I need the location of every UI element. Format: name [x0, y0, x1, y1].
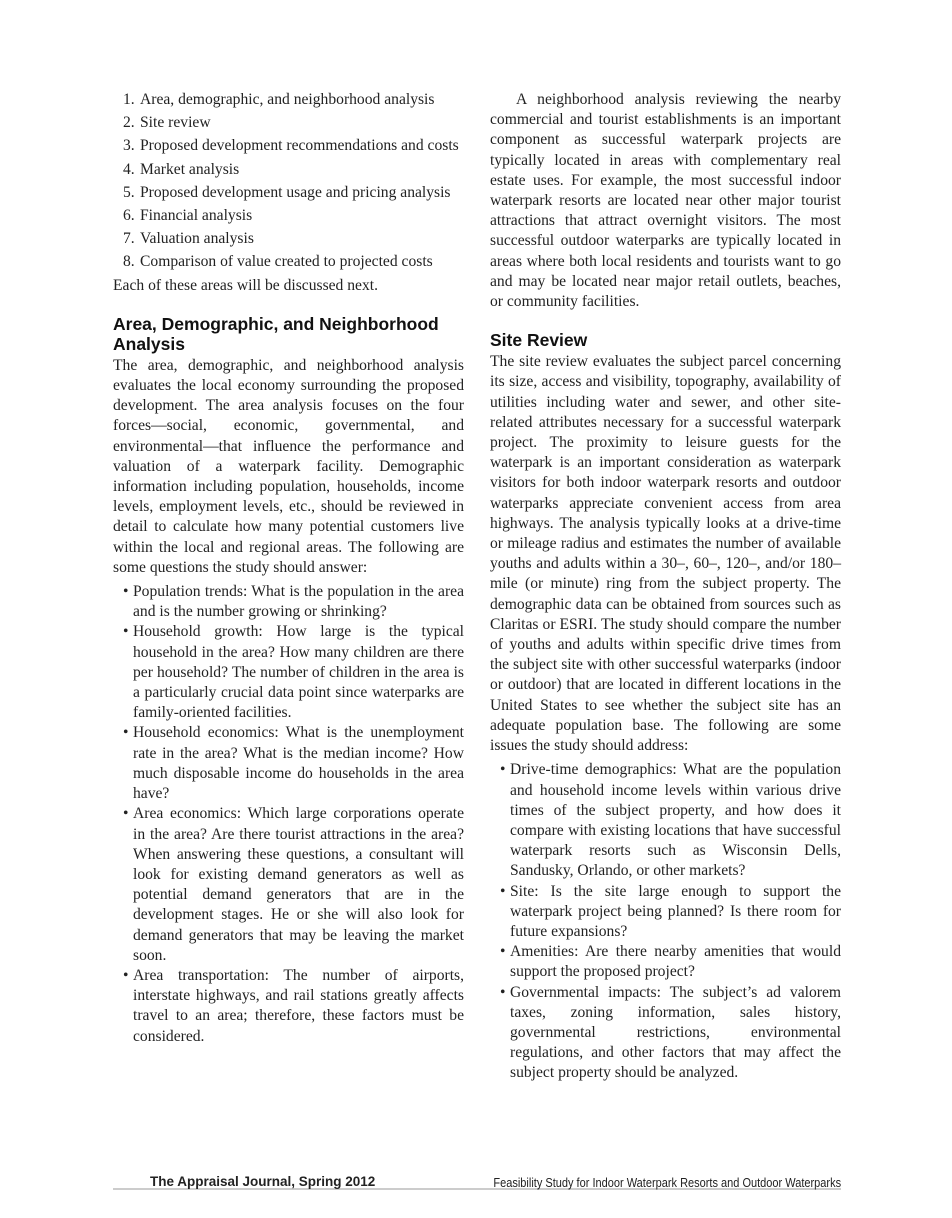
- list-item-text: Comparison of value created to projected costs: [140, 253, 433, 271]
- footer-journal: The Appraisal Journal, Spring 2012: [150, 1174, 376, 1189]
- bullet-item: • Site: Is the site large enough to support the waterpark project being planned? Is there room for future expansions?: [492, 882, 841, 943]
- list-item: [113, 252, 464, 272]
- list-item-text: Valuation analysis: [140, 230, 254, 248]
- bullet-item: • Amenities: Are there nearby amenities that would support the proposed project?: [492, 942, 841, 982]
- list-item-text: Site review: [140, 114, 211, 132]
- section-heading-site-review: Site Review: [490, 330, 588, 351]
- site-review-paragraph: The site review evaluates the subject parcel concerning its size, access and visibility, topography, availability of utilities including water and sewer, and other site-related attributes necessary for a successful waterpark project. The proximity to leisure guests for the waterpark is an important consideration as waterpark visitors for both indoor waterpark resorts and outdoor waterparks appreciate convenient access from area highways. The analysis typically looks at a drive-time or mileage radius and estimates the number of available youths and adults within a 30–, 60–, 120–, and/or 180–mile (or minute) ring from the subject property. The demographic data can be obtained from sources such as Claritas or ESRI. The study should compare the number of youths and adults within specific drive times from the subject site with other successful waterparks (indoor or outdoor) that are located in different locations in the United States to see whether the subject site has an adequate population base. The following are some issues the study should address:: [490, 353, 841, 755]
- list-item: [113, 160, 464, 180]
- bullet-item: • Governmental impacts: The subject’s ad valorem taxes, zoning information, sales history, governmental restrictions, environmental regulations, and other factors that may affect the subject property should be analyzed.: [492, 983, 841, 1084]
- list-item-text: Financial analysis: [140, 207, 253, 225]
- left-column: [113, 90, 464, 1047]
- neighborhood-paragraph: A neighborhood analysis reviewing the nearby commercial and tourist establishments is an important component as successful waterpark projects are typically located in areas with complementary real estate uses. For example, the most successful indoor waterpark resorts are located near other major tourist attractions that attract overnight visitors. The most successful outdoor waterparks are typically located in areas where both local residents and tourists want to go and may be located near major retail outlets, beaches, or community facilities.: [490, 91, 841, 311]
- right-column: [490, 90, 841, 1084]
- list-number: 3.: [123, 137, 135, 155]
- bullet-item: • Area economics: Which large corporations operate in the area? Are there tourist attractions in the area? When answering these questions, a consultant will look for existing demand generators as well as potential demand generators that are in the development stages. He or she will also look for demand generators that may be leaving the market soon.: [115, 804, 464, 966]
- page-footer: [113, 1174, 841, 1190]
- section-heading-area-analysis: Area, Demographic, and Neighborhood Analysis: [113, 313, 439, 354]
- list-number: 4.: [123, 160, 135, 178]
- list-number: 5.: [123, 183, 135, 201]
- list-item: [113, 229, 464, 249]
- bullet-item: • Area transportation: The number of airports, interstate highways, and rail stations greatly affects travel to an area; therefore, these factors must be considered.: [115, 966, 464, 1047]
- list-item: [113, 206, 464, 226]
- list-number: 7.: [123, 230, 135, 248]
- footer-article-title: Feasibility Study for Indoor Waterpark Resorts and Outdoor Waterparks: [493, 1176, 841, 1190]
- list-item-text: Area, demographic, and neighborhood analysis: [140, 91, 435, 108]
- list-item-text: Market analysis: [140, 160, 240, 178]
- list-number: 1.: [123, 91, 135, 108]
- bullet-item: • Population trends: What is the population in the area and is the number growing or shrinking?: [115, 582, 464, 622]
- list-number: 6.: [123, 207, 135, 225]
- topics-list: [113, 90, 464, 273]
- bullet-item: • Household growth: How large is the typical household in the area? How many children are there per household? The number of children in the area is a particularly crucial data point since waterparks are family-oriented facilities.: [115, 622, 464, 723]
- area-analysis-paragraph: The area, demographic, and neighborhood analysis evaluates the local economy surrounding the proposed development. The area analysis focuses on the four forces—social, economic, governmental, and environmental—that influence the performance and valuation of a waterpark facility. Demographic information including population, households, income levels, employment levels, etc., should be reviewed in detail to calculate how many potential customers live within the local and regional areas. The following are some questions the study should answer:: [113, 356, 464, 576]
- list-item: [113, 183, 464, 203]
- bullet-item: • Drive-time demographics: What are the population and household income levels within various drive times of the subject property, and how does it compare with existing locations that have successful waterpark resorts such as Wisconsin Dells, Sandusky, Orlando, or other markets?: [492, 760, 841, 881]
- site-issues-list: [490, 760, 841, 1083]
- list-item-text: Proposed development recommendations and costs: [140, 137, 459, 155]
- area-questions-list: [113, 582, 464, 1047]
- list-followup-text: Each of these areas will be discussed next.: [113, 276, 379, 294]
- list-item: [113, 90, 464, 110]
- list-item-text: Proposed development usage and pricing analysis: [140, 183, 451, 201]
- bullet-item: • Household economics: What is the unemployment rate in the area? What is the median income? How much disposable income do households in the area have?: [115, 723, 464, 804]
- list-item: [113, 113, 464, 133]
- list-item: [113, 136, 464, 156]
- list-number: 2.: [123, 114, 135, 132]
- list-number: 8.: [123, 253, 135, 271]
